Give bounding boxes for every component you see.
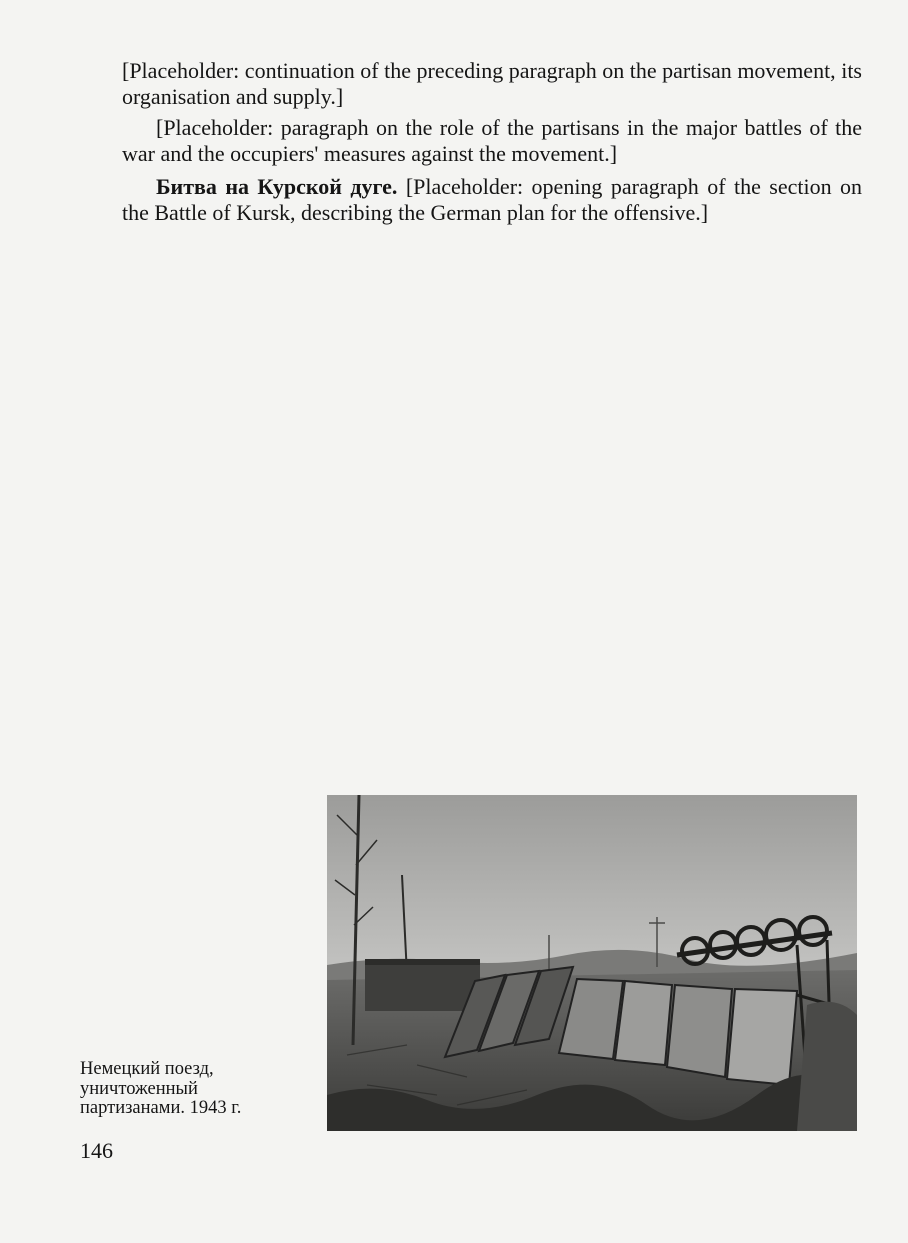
caption-line: уничтоженный [80,1078,198,1099]
caption-line: партизанами. 1943 г. [80,1098,242,1118]
photo-destroyed-train [327,795,857,1131]
paragraph-partisans: [Placeholder: paragraph on the role of the partisans in the major battles of the war and the occupiers' measures against the movement.] [122,115,862,166]
section-kursk [122,174,862,225]
page-number: 146 [80,1138,113,1163]
paragraph-continuation: [Placeholder: continuation of the preceding paragraph on the partisan movement, its organisation and supply.] [122,58,862,109]
section-text: [Placeholder: opening paragraph of the section on the Battle of Kursk, describing the German plan for the offensive.] [122,174,862,225]
photo-caption [80,1060,310,1119]
section-heading: Битва на Курской дуге. [156,174,398,199]
body-text [122,58,862,225]
caption-line: Немецкий поезд, [80,1059,214,1079]
